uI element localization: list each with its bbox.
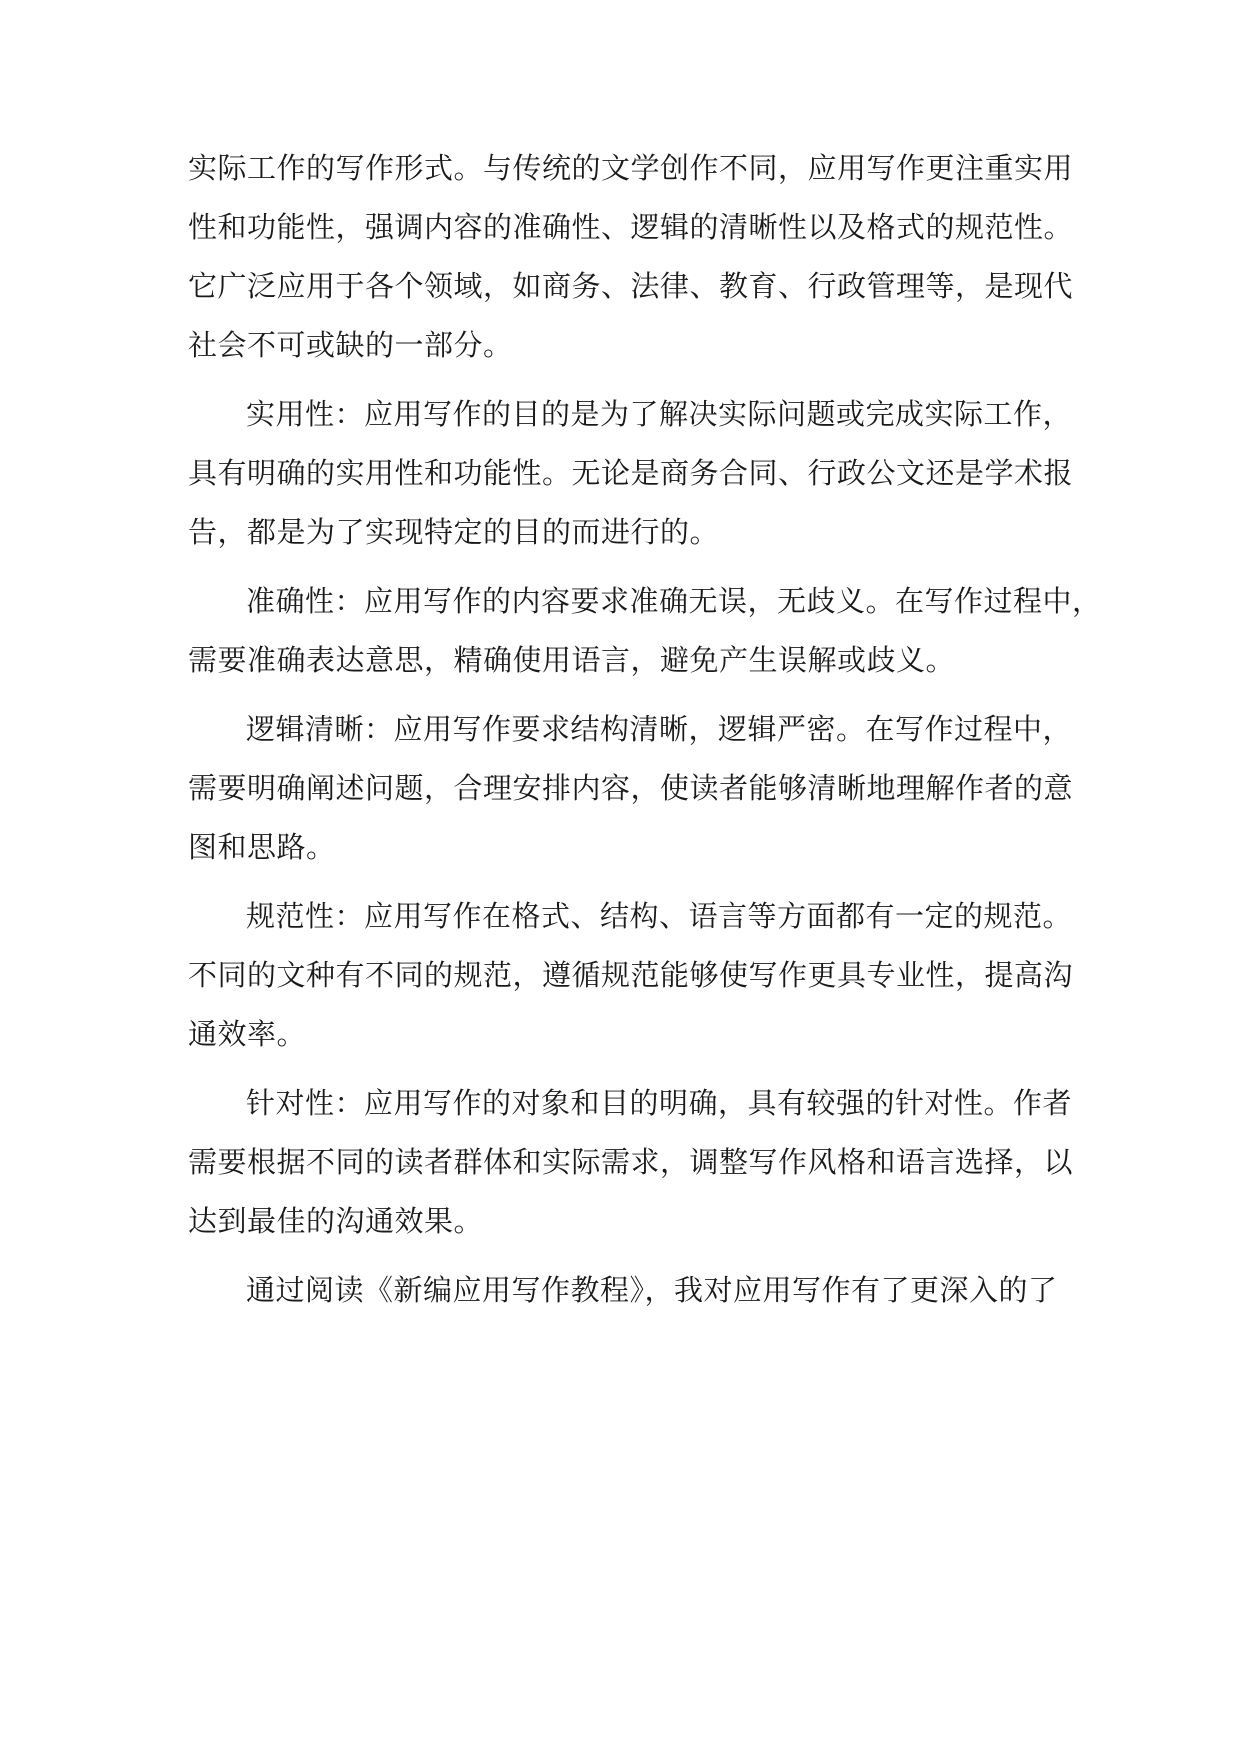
text-line: 社会不可或缺的一部分。 — [188, 328, 513, 362]
text-line: 性和功能性，强调内容的准确性、逻辑的清晰性以及格式的规范性。 — [188, 210, 1074, 244]
text-line: 通过阅读《新编应用写作教程》，我对应用写作有了更深入的了 — [246, 1273, 1058, 1307]
paragraph-logic — [188, 700, 1074, 877]
paragraph-accuracy — [188, 572, 1102, 690]
text-line: 规范性：应用写作在格式、结构、语言等方面都有一定的规范。 — [246, 899, 1073, 933]
document-body — [188, 139, 1102, 1320]
text-line: 需要根据不同的读者群体和实际需求，调整写作风格和语言选择，以 — [188, 1145, 1074, 1179]
text-line: 针对性：应用写作的对象和目的明确，具有较强的针对性。作者 — [246, 1086, 1073, 1120]
text-line: 图和思路。 — [188, 830, 336, 864]
text-line: 实际工作的写作形式。与传统的文学创作不同，应用写作更注重实用 — [188, 151, 1074, 185]
paragraph-standardization — [188, 887, 1074, 1064]
text-line: 需要明确阐述问题，合理安排内容，使读者能够清晰地理解作者的意 — [188, 771, 1074, 805]
text-line: 实用性：应用写作的目的是为了解决实际问题或完成实际工作， — [246, 397, 1073, 431]
text-line: 逻辑清晰：应用写作要求结构清晰，逻辑严密。在写作过程中， — [246, 712, 1073, 746]
paragraph-pertinence — [188, 1074, 1074, 1251]
text-line: 需要准确表达意思，精确使用语言，避免产生误解或歧义。 — [188, 643, 956, 677]
text-line: 通效率。 — [188, 1017, 307, 1051]
text-line: 告，都是为了实现特定的目的而进行的。 — [188, 515, 720, 549]
text-line: 它广泛应用于各个领域，如商务、法律、教育、行政管理等，是现代 — [188, 269, 1074, 303]
paragraph-conclusion — [188, 1261, 1058, 1320]
paragraph-intro — [188, 139, 1074, 375]
text-line: 不同的文种有不同的规范，遵循规范能够使写作更具专业性，提高沟 — [188, 958, 1074, 992]
text-line: 准确性：应用写作的内容要求准确无误，无歧义。在写作过程中， — [246, 584, 1102, 618]
paragraph-practicality — [188, 385, 1074, 562]
text-line: 达到最佳的沟通效果。 — [188, 1204, 484, 1238]
text-line: 具有明确的实用性和功能性。无论是商务合同、行政公文还是学术报 — [188, 456, 1074, 490]
